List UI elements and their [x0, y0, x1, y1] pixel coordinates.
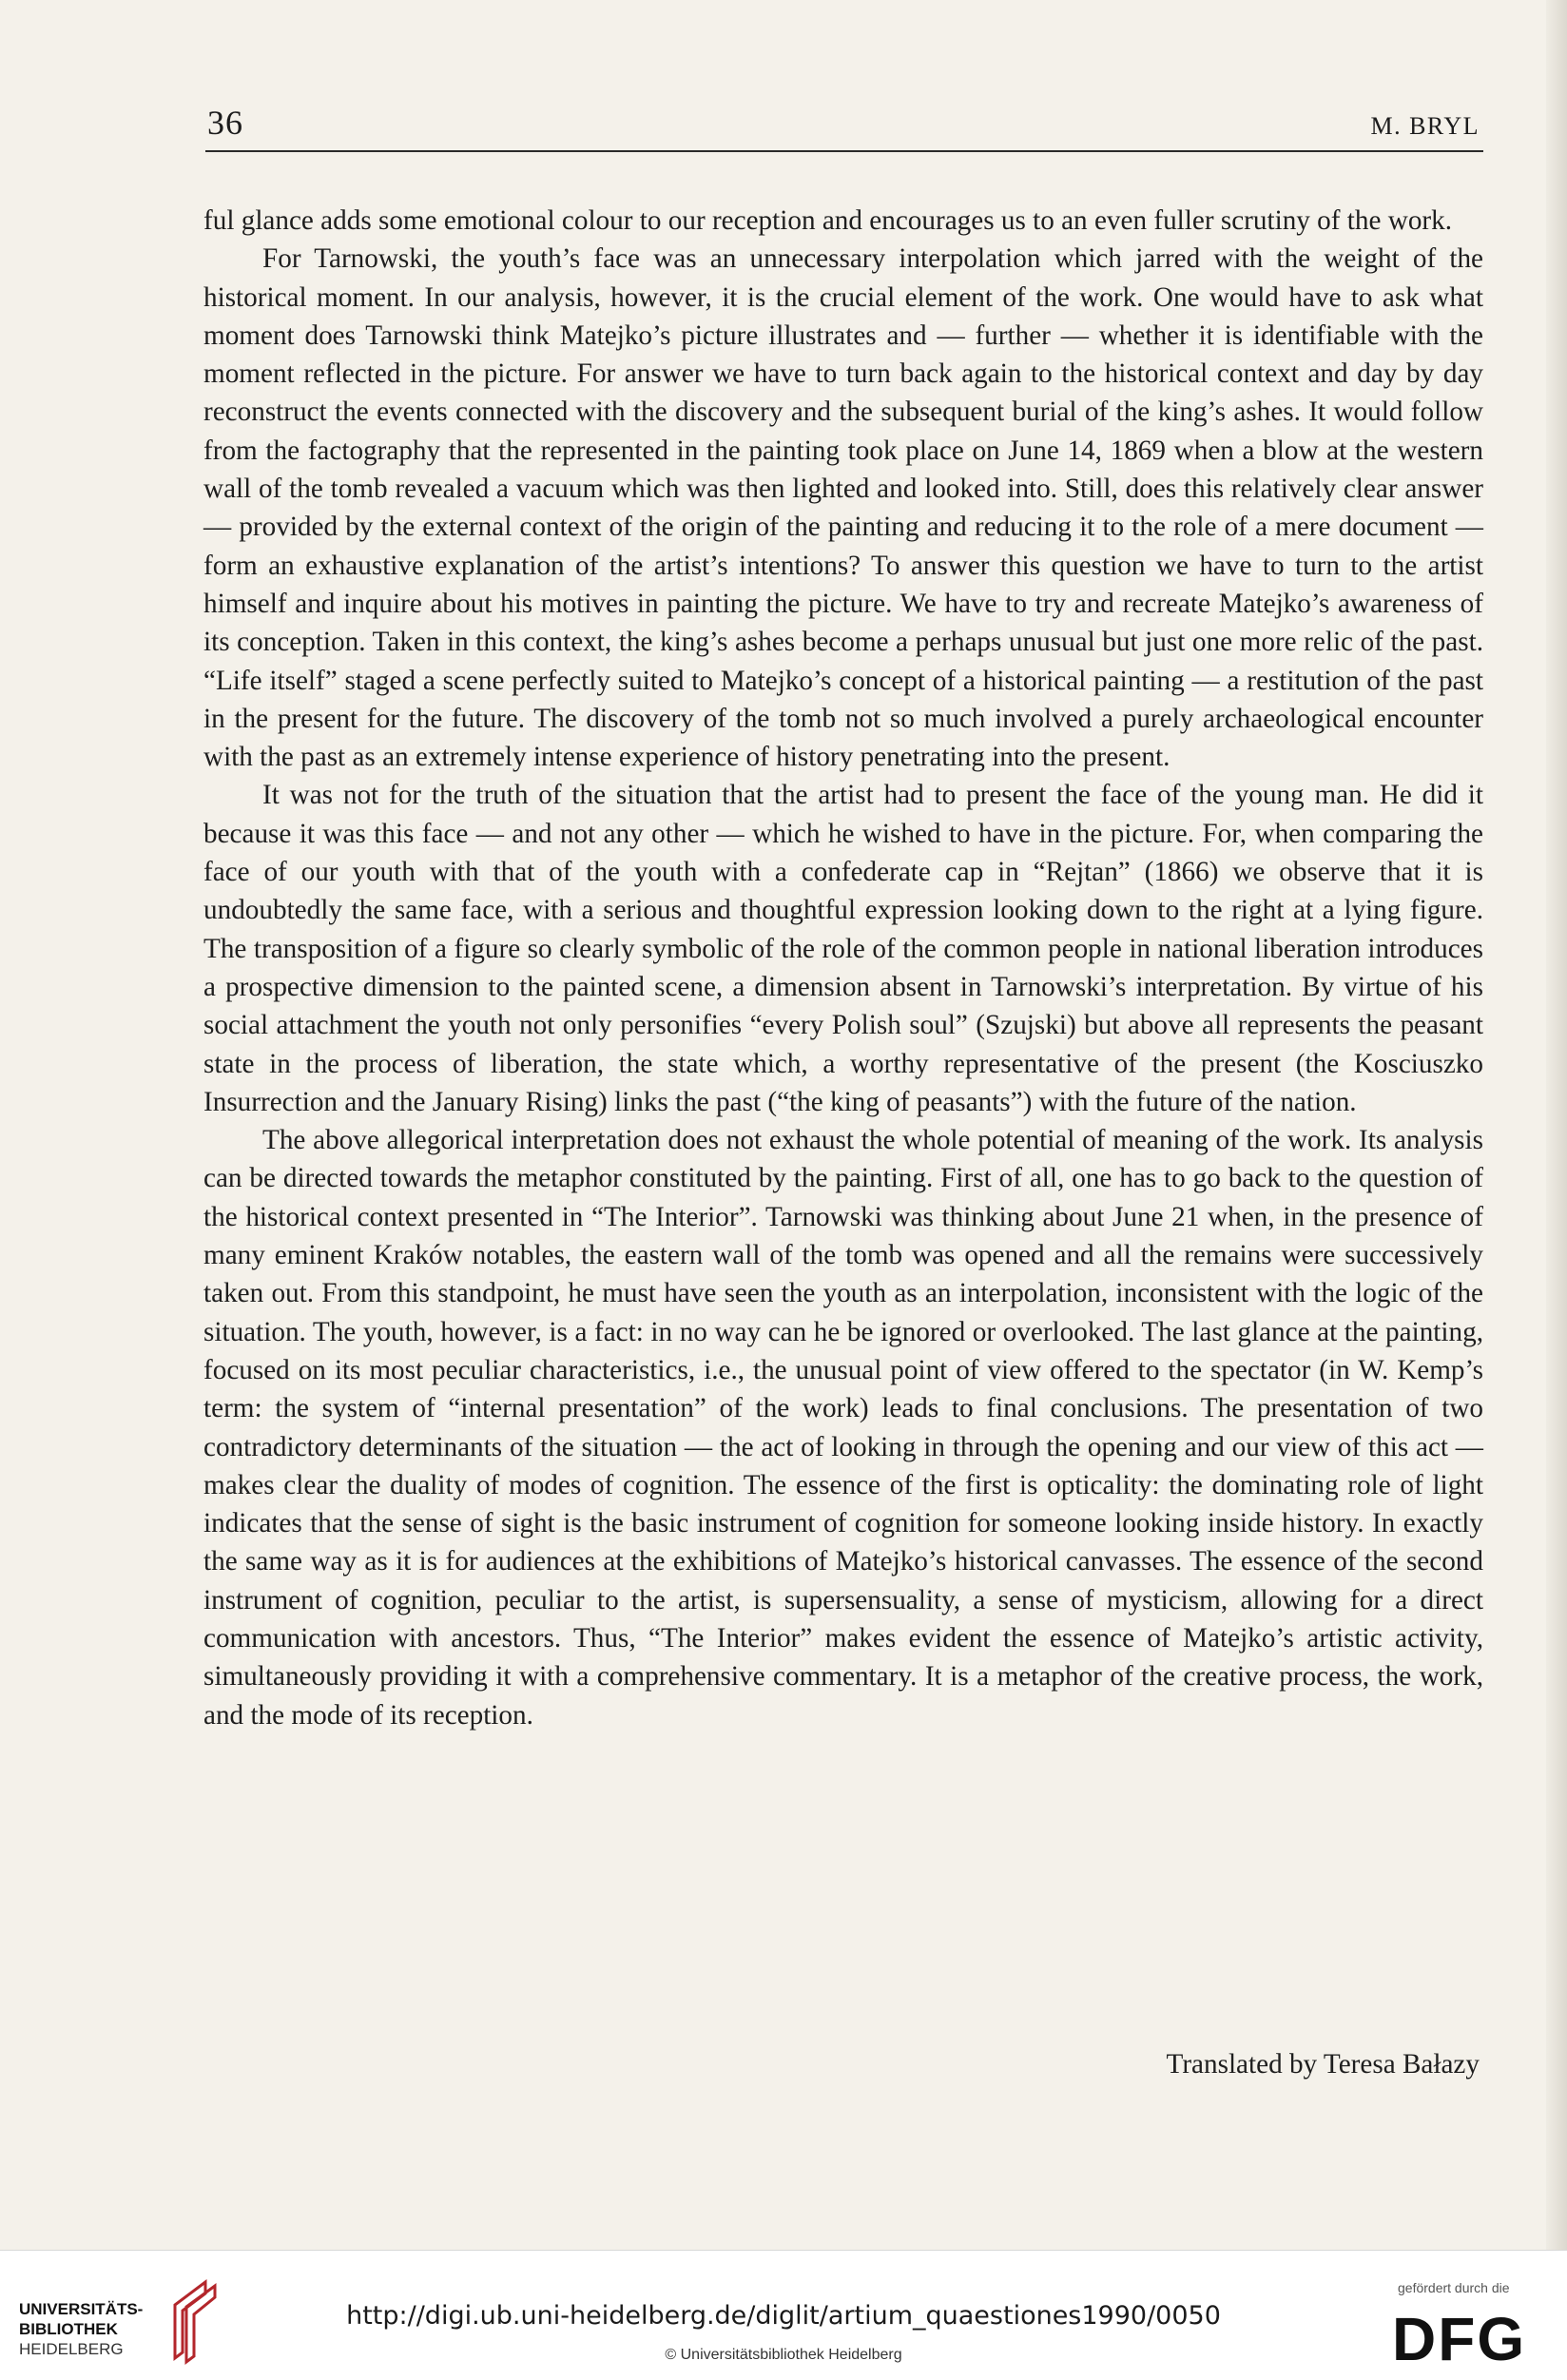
- paragraph: For Tarnowski, the youth’s face was an unnecessary interpolation which jarred with the weight of the historical moment. In our analysis, however, it is the crucial element of the work. One would have to ask what moment does Tarnowski think Matejko’s picture illustrates and — further — whether it is identifiable with the moment reflected in the picture. For answer we have to turn back again to the historical context and day by day reconstruct the events connected with the discovery and the subsequent burial of the king’s ashes. It would follow from the factography that the represented in the painting took place on June 14, 1869 when a blow at the western wall of the tomb revealed a vacuum which was then lighted and looked into. Still, does this relatively clear answer — provided by the external context of the origin of the painting and reducing it to the role of a mere document — form an exhaustive explanation of the artist’s intentions? To answer this question we have to turn to the artist himself and inquire about his motives in painting the picture. We have to try and recreate Matejko’s awareness of its conception. Taken in this context, the king’s ashes become a perhaps unusual but just one more relic of the past. “Life itself” staged a scene perfectly suited to Matejko’s concept of a historical painting — a restitution of the past in the present for the future. The discovery of the tomb not so much involved a purely archaeological encounter with the past as an extremely intense experience of history penetrating into the present.: [203, 243, 1483, 773]
- paragraph: It was not for the truth of the situation that the artist had to present the face of the young man. He did it because it was this face — and not any other — which he wished to have in the picture. For, when comparing the face of our youth with that of the youth with a confederate cap in “Rejtan” (1866) we observe that it is undoubtedly the same face, with a serious and thoughtful expression looking down to the right at a lying figure. The transposition of a figure so clearly symbolic of the role of the common people in national liberation introduces a prospective dimension to the painted scene, a dimension absent in Tarnowski’s interpretation. By virtue of his social attachment the youth not only personifies “every Polish soul” (Szujski) but above all represents the peasant state in the process of liberation, the state which, a worthy representative of the present (the Kosciuszko Insurrection and the January Rising) links the past (“the king of peasants”) with the future of the nation.: [203, 780, 1483, 1117]
- paragraph-continuation: ful glance adds some emotional colour to our reception and encourages us to an even fuller scrutiny of the work.: [203, 205, 1453, 236]
- dfg-logo: DFG: [1392, 2305, 1527, 2373]
- library-name-line3: HEIDELBERG: [19, 2340, 124, 2358]
- translator-credit: Translated by Teresa Bałazy: [1166, 2049, 1480, 2080]
- funded-by-label: gefördert durch die: [1398, 2280, 1510, 2295]
- library-name-line1: UNIVERSITÄTS-: [19, 2300, 144, 2318]
- body-text: [203, 202, 1483, 1734]
- library-name-line2: BIBLIOTHEK: [19, 2320, 118, 2338]
- header-rule: [205, 150, 1483, 152]
- copyright-notice: © Universitätsbibliothek Heidelberg: [665, 2347, 902, 2363]
- permalink-url[interactable]: http://digi.ub.uni-heidelberg.de/diglit/artium_quaestiones1990/0050: [346, 2301, 1221, 2331]
- running-head-author: M. BRYL: [1370, 112, 1480, 140]
- page-scan-edge: [1546, 0, 1567, 2250]
- page-number: 36: [207, 104, 243, 142]
- paragraph: The above allegorical interpretation does not exhaust the whole potential of meaning of the work. Its analysis can be directed towards the metaphor constituted by the painting. First of all, one has to go back to the question of the historical context presented in “The Interior”. Tarnowski was thinking about June 21 when, in the presence of many eminent Kraków notables, the eastern wall of the tomb was opened and all the remains were successively taken out. From this standpoint, he must have seen the youth as an interpolation, inconsistent with the logic of the situation. The youth, however, is a fact: in no way can he be ignored or overlooked. The last glance at the painting, focused on its most peculiar characteristics, i.e., the unusual point of view offered to the spectator (in W. Kemp’s term: the system of “internal presentation” of the work) leads to final conclusions. The presentation of two contradictory determinants of the situation — the act of looking in through the opening and our view of this act — makes clear the duality of modes of cognition. The essence of the first is opticality: the dominating role of light indicates that the sense of sight is the basic instrument of cognition for someone looking inside history. In exactly the same way as it is for audiences at the exhibitions of Matejko’s historical canvasses. The essence of the second instrument of cognition, peculiar to the artist, is supersensuality, a sense of mysticism, allowing for a direct communication with ancestors. Thus, “The Interior” makes evident the essence of Matejko’s artistic activity, simultaneously providing it with a comprehensive commentary. It is a metaphor of the creative process, the work, and the mode of its reception.: [203, 1125, 1483, 1731]
